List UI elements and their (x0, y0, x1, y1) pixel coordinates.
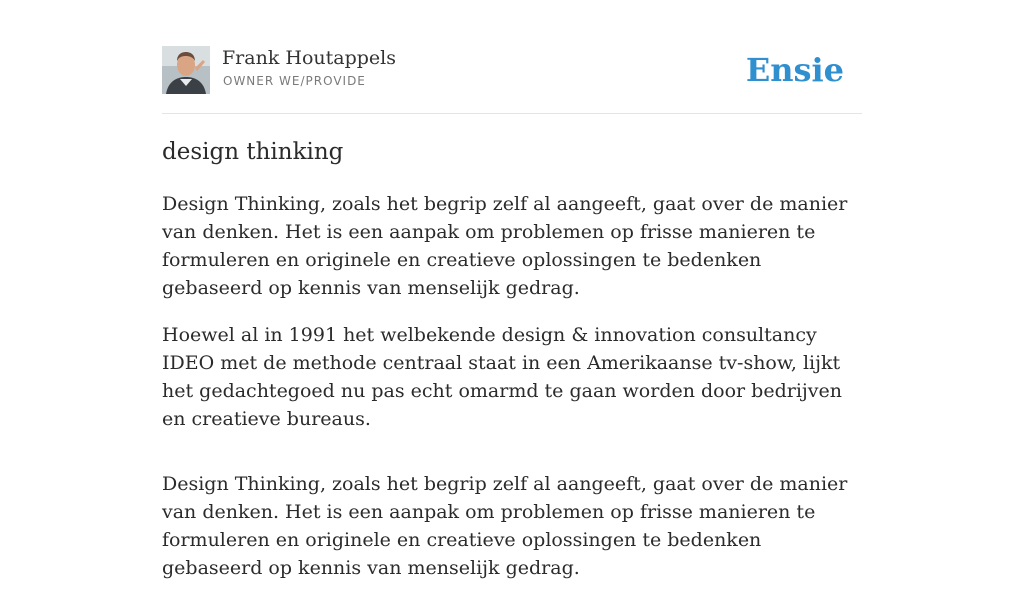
person-photo-icon (162, 46, 210, 94)
author-header (162, 46, 862, 114)
ensie-logo[interactable]: Ensie (745, 51, 844, 89)
paragraph: Design Thinking, zoals het begrip zelf al aangeeft, gaat over de manier van denken. Het is een aanpak om problemen op frisse manieren te formuleren en originele en creatieve oplossingen te bedenken gebaseerd op kennis van menselijk gedrag. (162, 193, 848, 299)
paragraph: Hoewel al in 1991 het welbekende design & innovation consultancy IDEO met de methode centraal staat in een Amerikaanse tv-show, lijkt het gedachtegoed nu pas echt omarmd te gaan worden door bedrijven en creatieve bureaus. (162, 324, 843, 430)
author-role: OWNER WE/PROVIDE (223, 74, 366, 88)
author-name[interactable]: Frank Houtappels (222, 47, 396, 69)
paragraph: Design Thinking, zoals het begrip zelf al aangeeft, gaat over de manier van denken. Het is een aanpak om problemen op frisse manieren te formuleren en originele en creatieve oplossingen te bedenken gebaseerd op kennis van menselijk gedrag. (162, 473, 848, 579)
author-avatar[interactable] (162, 46, 210, 94)
post-title: design thinking (162, 139, 344, 165)
post-content (162, 190, 862, 601)
